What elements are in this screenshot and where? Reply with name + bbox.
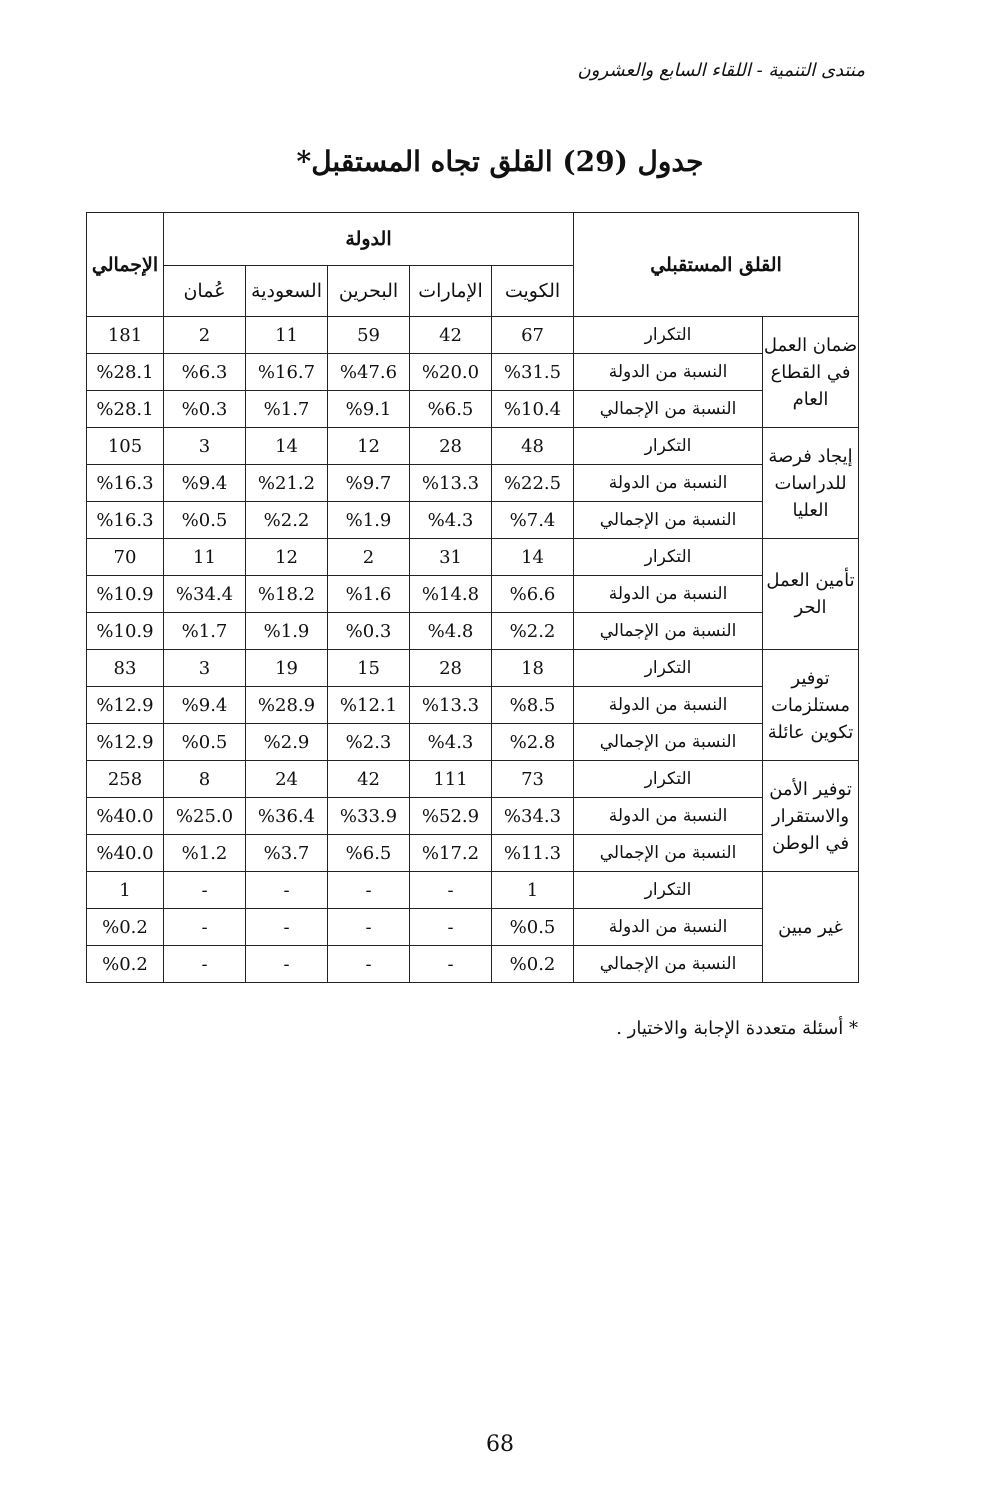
- total-cell: %12.9: [87, 687, 164, 724]
- metric-label: النسبة من الدولة: [574, 909, 763, 946]
- table-body: [87, 317, 859, 983]
- value-cell: %22.5: [492, 465, 574, 502]
- value-cell: 3: [164, 650, 246, 687]
- value-cell: -: [246, 946, 328, 983]
- metric-label: التكرار: [574, 317, 763, 354]
- value-cell: %9.7: [328, 465, 410, 502]
- metric-label: النسبة من الدولة: [574, 798, 763, 835]
- value-cell: %0.5: [164, 502, 246, 539]
- value-cell: %34.4: [164, 576, 246, 613]
- header-row-top: [87, 213, 859, 266]
- country-group-header: الدولة: [164, 213, 574, 266]
- value-cell: %1.9: [328, 502, 410, 539]
- value-cell: %13.3: [410, 687, 492, 724]
- page-number: 68: [486, 1432, 514, 1457]
- table-row: [87, 835, 859, 872]
- table-row: [87, 428, 859, 465]
- metric-label: التكرار: [574, 650, 763, 687]
- value-cell: -: [164, 872, 246, 909]
- metric-label: التكرار: [574, 539, 763, 576]
- value-cell: 111: [410, 761, 492, 798]
- table-row: [87, 354, 859, 391]
- value-cell: %6.5: [410, 391, 492, 428]
- value-cell: -: [328, 872, 410, 909]
- value-cell: 2: [164, 317, 246, 354]
- value-cell: %8.5: [492, 687, 574, 724]
- value-cell: -: [246, 909, 328, 946]
- value-cell: %2.3: [328, 724, 410, 761]
- value-cell: %1.9: [246, 613, 328, 650]
- running-header: منتدى التنمية - اللقاء السابع والعشرون: [577, 60, 865, 81]
- concern-header: القلق المستقبلي: [574, 213, 859, 317]
- value-cell: %13.3: [410, 465, 492, 502]
- total-cell: %10.9: [87, 576, 164, 613]
- value-cell: 42: [410, 317, 492, 354]
- value-cell: %31.5: [492, 354, 574, 391]
- total-cell: 70: [87, 539, 164, 576]
- total-cell: %0.2: [87, 946, 164, 983]
- value-cell: %0.5: [164, 724, 246, 761]
- total-cell: %40.0: [87, 835, 164, 872]
- value-cell: %11.3: [492, 835, 574, 872]
- value-cell: 12: [328, 428, 410, 465]
- value-cell: %18.2: [246, 576, 328, 613]
- value-cell: 19: [246, 650, 328, 687]
- table-row: [87, 872, 859, 909]
- table-row: [87, 502, 859, 539]
- value-cell: 11: [164, 539, 246, 576]
- value-cell: %52.9: [410, 798, 492, 835]
- value-cell: %0.3: [328, 613, 410, 650]
- value-cell: -: [328, 909, 410, 946]
- value-cell: %0.3: [164, 391, 246, 428]
- value-cell: 8: [164, 761, 246, 798]
- value-cell: %33.9: [328, 798, 410, 835]
- value-cell: %7.4: [492, 502, 574, 539]
- metric-label: التكرار: [574, 872, 763, 909]
- value-cell: %47.6: [328, 354, 410, 391]
- value-cell: 59: [328, 317, 410, 354]
- total-cell: %16.3: [87, 465, 164, 502]
- group-label: غير مبين: [763, 872, 859, 983]
- value-cell: 18: [492, 650, 574, 687]
- country-header-saudi: السعودية: [246, 266, 328, 317]
- value-cell: 24: [246, 761, 328, 798]
- value-cell: 28: [410, 650, 492, 687]
- table-row: [87, 946, 859, 983]
- metric-label: النسبة من الإجمالي: [574, 835, 763, 872]
- value-cell: %0.5: [492, 909, 574, 946]
- value-cell: %9.4: [164, 465, 246, 502]
- table-row: [87, 761, 859, 798]
- value-cell: %6.3: [164, 354, 246, 391]
- total-cell: %28.1: [87, 391, 164, 428]
- value-cell: 1: [492, 872, 574, 909]
- value-cell: -: [328, 946, 410, 983]
- table-row: [87, 317, 859, 354]
- value-cell: %21.2: [246, 465, 328, 502]
- table-row: [87, 687, 859, 724]
- table-title: جدول (29) القلق تجاه المستقبل*: [296, 145, 704, 178]
- value-cell: 2: [328, 539, 410, 576]
- group-label: تأمين العمل الحر: [763, 539, 859, 650]
- group-label: إيجاد فرصة للدراسات العليا: [763, 428, 859, 539]
- value-cell: 14: [246, 428, 328, 465]
- value-cell: %34.3: [492, 798, 574, 835]
- metric-label: النسبة من الدولة: [574, 465, 763, 502]
- table-row: [87, 798, 859, 835]
- metric-label: النسبة من الإجمالي: [574, 613, 763, 650]
- value-cell: %1.7: [246, 391, 328, 428]
- total-cell: 105: [87, 428, 164, 465]
- metric-label: التكرار: [574, 761, 763, 798]
- total-cell: %0.2: [87, 909, 164, 946]
- total-header: الإجمالي: [87, 213, 164, 317]
- value-cell: %4.3: [410, 502, 492, 539]
- concern-table: [86, 212, 859, 983]
- value-cell: %9.1: [328, 391, 410, 428]
- value-cell: %16.7: [246, 354, 328, 391]
- country-header-uae: الإمارات: [410, 266, 492, 317]
- value-cell: 73: [492, 761, 574, 798]
- metric-label: النسبة من الإجمالي: [574, 391, 763, 428]
- value-cell: %6.5: [328, 835, 410, 872]
- value-cell: 15: [328, 650, 410, 687]
- total-cell: %10.9: [87, 613, 164, 650]
- footnote: * أسئلة متعددة الإجابة والاختيار .: [616, 1018, 858, 1039]
- total-cell: %28.1: [87, 354, 164, 391]
- value-cell: 11: [246, 317, 328, 354]
- value-cell: -: [164, 946, 246, 983]
- value-cell: 48: [492, 428, 574, 465]
- metric-label: النسبة من الدولة: [574, 576, 763, 613]
- value-cell: -: [246, 872, 328, 909]
- total-cell: 83: [87, 650, 164, 687]
- value-cell: %28.9: [246, 687, 328, 724]
- value-cell: %2.9: [246, 724, 328, 761]
- total-cell: %12.9: [87, 724, 164, 761]
- value-cell: 14: [492, 539, 574, 576]
- value-cell: %4.3: [410, 724, 492, 761]
- value-cell: 31: [410, 539, 492, 576]
- value-cell: 42: [328, 761, 410, 798]
- value-cell: -: [410, 946, 492, 983]
- metric-label: النسبة من الإجمالي: [574, 946, 763, 983]
- value-cell: %9.4: [164, 687, 246, 724]
- table-row: [87, 576, 859, 613]
- value-cell: -: [164, 909, 246, 946]
- value-cell: %14.8: [410, 576, 492, 613]
- metric-label: التكرار: [574, 428, 763, 465]
- value-cell: %36.4: [246, 798, 328, 835]
- group-label: توفير الأمن والاستقرار في الوطن: [763, 761, 859, 872]
- value-cell: %1.2: [164, 835, 246, 872]
- table-row: [87, 724, 859, 761]
- value-cell: 12: [246, 539, 328, 576]
- value-cell: %4.8: [410, 613, 492, 650]
- country-header-bahrain: البحرين: [328, 266, 410, 317]
- value-cell: %12.1: [328, 687, 410, 724]
- value-cell: 67: [492, 317, 574, 354]
- metric-label: النسبة من الدولة: [574, 354, 763, 391]
- total-cell: %16.3: [87, 502, 164, 539]
- total-cell: 181: [87, 317, 164, 354]
- value-cell: %10.4: [492, 391, 574, 428]
- value-cell: %2.8: [492, 724, 574, 761]
- value-cell: -: [410, 909, 492, 946]
- value-cell: -: [410, 872, 492, 909]
- value-cell: %1.7: [164, 613, 246, 650]
- table-row: [87, 650, 859, 687]
- table-row: [87, 909, 859, 946]
- total-cell: 1: [87, 872, 164, 909]
- total-cell: %40.0: [87, 798, 164, 835]
- metric-label: النسبة من الدولة: [574, 687, 763, 724]
- total-cell: 258: [87, 761, 164, 798]
- value-cell: %17.2: [410, 835, 492, 872]
- value-cell: %6.6: [492, 576, 574, 613]
- metric-label: النسبة من الإجمالي: [574, 724, 763, 761]
- metric-label: النسبة من الإجمالي: [574, 502, 763, 539]
- value-cell: %25.0: [164, 798, 246, 835]
- table-row: [87, 391, 859, 428]
- value-cell: %3.7: [246, 835, 328, 872]
- country-header-oman: عُمان: [164, 266, 246, 317]
- table-row: [87, 539, 859, 576]
- value-cell: %2.2: [492, 613, 574, 650]
- value-cell: 28: [410, 428, 492, 465]
- table-row: [87, 465, 859, 502]
- value-cell: %1.6: [328, 576, 410, 613]
- table-row: [87, 613, 859, 650]
- value-cell: 3: [164, 428, 246, 465]
- group-label: ضمان العمل في القطاع العام: [763, 317, 859, 428]
- group-label: توفير مستلزمات تكوين عائلة: [763, 650, 859, 761]
- value-cell: %2.2: [246, 502, 328, 539]
- value-cell: %20.0: [410, 354, 492, 391]
- value-cell: %0.2: [492, 946, 574, 983]
- country-header-kuwait: الكويت: [492, 266, 574, 317]
